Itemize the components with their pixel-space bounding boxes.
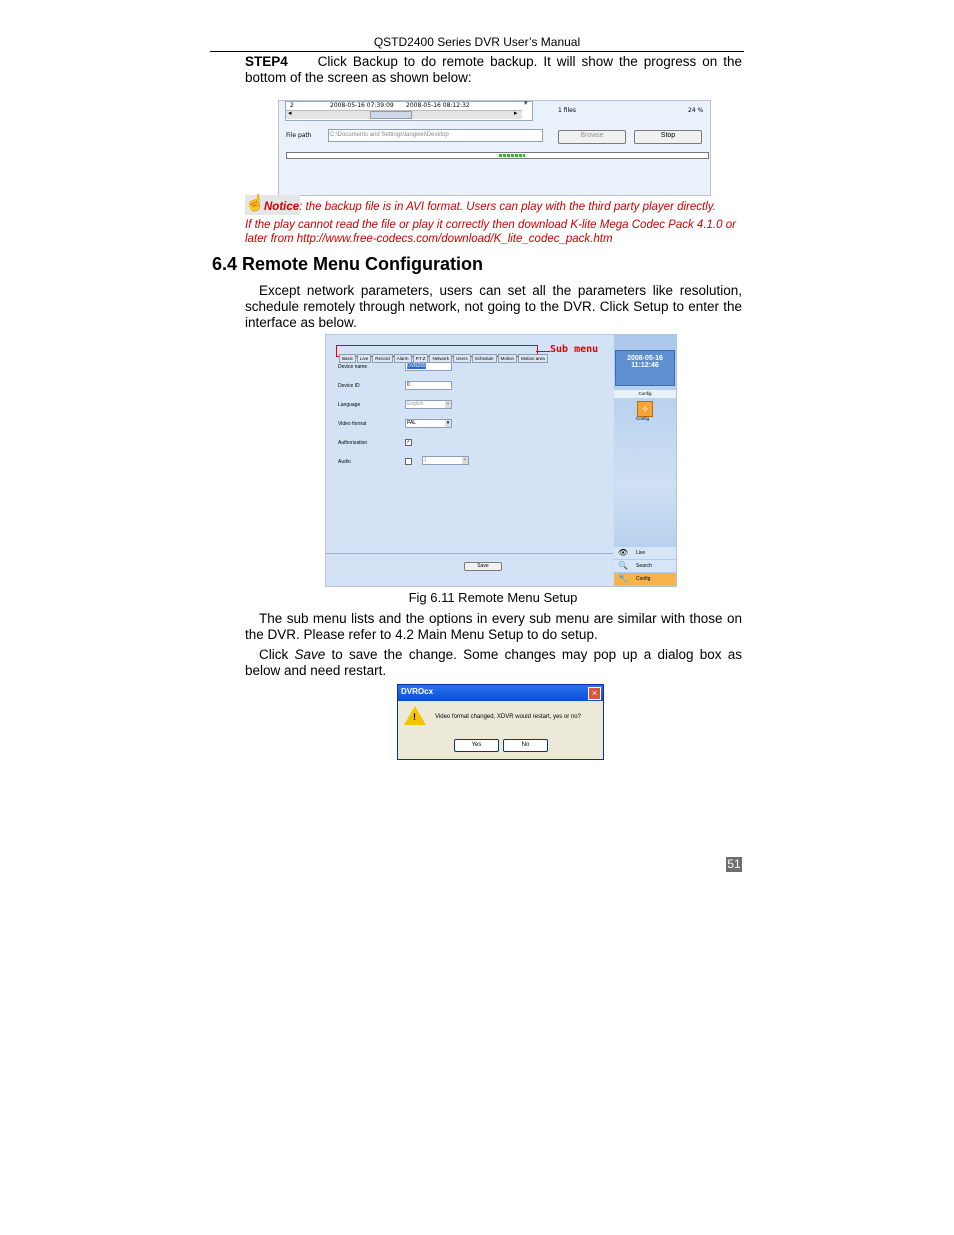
page-number: 51 — [727, 857, 741, 871]
notice-text: : the backup file is in AVI format. Users can play with the third party player directly. — [299, 201, 716, 213]
scroll-thumb[interactable] — [370, 111, 412, 119]
sub-menu-pointer-line — [536, 351, 550, 352]
dialog-titlebar — [398, 685, 603, 701]
horizontal-scrollbar[interactable] — [286, 110, 522, 119]
dropdown-arrow-icon[interactable]: ▾ — [446, 420, 450, 426]
sub-menu-highlight — [336, 345, 545, 361]
bottom-divider — [326, 553, 613, 554]
tab-users[interactable]: Users — [453, 354, 471, 363]
row-number: 2 — [290, 102, 294, 109]
figure-caption: Fig 6.11 Remote Menu Setup — [408, 590, 578, 605]
remote-setup-figure — [325, 334, 677, 587]
audio-channel-select[interactable]: 1 ▾ — [422, 456, 469, 465]
tab-live[interactable]: Live — [357, 354, 371, 363]
audio-label: Audio — [338, 459, 351, 465]
backup-progress-figure — [278, 100, 711, 196]
nav-live[interactable]: 👁 Live — [614, 547, 676, 559]
language-label: Language — [338, 402, 361, 408]
save-emphasis: Save — [294, 647, 326, 662]
authorization-checkbox[interactable]: ✓ — [406, 439, 411, 445]
language-select[interactable]: English ▾ — [405, 400, 452, 409]
notice-label: Notice — [264, 201, 300, 213]
submenu-paragraph: The sub menu lists and the options in every sub menu are similar with those on the DVR. Please refer to 4.2 Main Menu Setup to do setup. — [245, 611, 742, 642]
datetime-panel — [615, 350, 675, 386]
tab-network[interactable]: Network — [429, 354, 452, 363]
date-text: 2008-05-16 — [627, 355, 663, 362]
start-time: 2008-05-16 07:39:09 — [330, 102, 394, 109]
notice-codec-text: If the play cannot read the file or play it correctly then download K-lite Mega Codec Pack 4.1.0 or later from http://www.free-codecs.com/download/K_lite_codec_pack.htm — [245, 219, 736, 245]
device-id-label: Device ID — [338, 383, 360, 389]
setup-main-panel — [326, 335, 613, 586]
stop-button[interactable]: Stop — [634, 130, 702, 144]
pointing-hand-icon: ☝ — [245, 195, 265, 212]
wrench-icon: 🔧 — [618, 574, 628, 583]
notice-line — [264, 201, 744, 215]
warning-mark: ! — [413, 712, 416, 722]
config-gear-icon[interactable]: ✧ — [637, 401, 653, 417]
backup-progress-bar — [286, 152, 709, 159]
search-icon: 🔍 — [618, 561, 628, 570]
config-icon-label: Config — [636, 416, 650, 421]
device-name-input[interactable]: DVR265 — [405, 362, 452, 371]
step4-label: STEP4 — [245, 54, 288, 69]
eye-icon: 👁 — [618, 548, 629, 557]
dialog-message: Video format changed, XDVR would restart, yes or no? — [435, 714, 581, 720]
section-title: 6.4 Remote Menu Configuration — [212, 254, 484, 274]
restart-dialog — [397, 684, 604, 760]
intro-paragraph: Except network parameters, users can set all the parameters like resolution, schedule remotely through network, not going to the DVR. Click Setup to enter the interface as below. — [245, 283, 742, 330]
time-text: 11:12:46 — [631, 362, 659, 369]
no-button[interactable]: No — [503, 739, 548, 752]
file-path-input[interactable]: C:\Documents and Settings\langwei\Desktop — [328, 129, 543, 142]
page-header: QSTD2400 Series DVR User’s Manual — [373, 35, 581, 49]
nav-config[interactable]: 🔧 Config — [614, 573, 676, 585]
progress-fill — [499, 154, 525, 157]
end-time: 2008-05-16 08:12:32 — [406, 102, 470, 109]
device-name-label: Device name — [338, 364, 368, 370]
tab-basic[interactable]: Basic — [339, 354, 356, 363]
dropdown-arrow-icon[interactable]: ▾ — [463, 457, 467, 463]
header-rule — [210, 51, 744, 52]
device-id-input[interactable]: 0 — [405, 381, 452, 390]
video-format-select[interactable]: PAL ▾ — [405, 419, 452, 428]
progress-percent: 24 % — [688, 107, 704, 114]
tab-ptz[interactable]: P.T.Z — [413, 354, 429, 363]
video-format-label: Video format — [338, 421, 367, 427]
setup-sidebar — [614, 335, 676, 586]
audio-checkbox[interactable] — [405, 458, 412, 465]
nav-search[interactable]: 🔍 Search — [614, 560, 676, 572]
yes-button[interactable]: Yes — [454, 739, 499, 752]
scroll-down-icon[interactable]: ▾ — [524, 100, 528, 107]
file-path-label: File path — [286, 132, 312, 139]
files-count: 1 files — [558, 107, 576, 114]
tab-motion-area[interactable]: Motion area — [518, 354, 548, 363]
step4-paragraph — [245, 54, 742, 86]
tab-alarm[interactable]: Alarm — [394, 354, 412, 363]
dropdown-arrow-icon[interactable]: ▾ — [446, 401, 450, 407]
save-paragraph: Click Save to save the change. Some changes may pop up a dialog box as below and need restart. — [245, 647, 742, 678]
sub-menu-label: Sub menu — [550, 344, 599, 355]
tab-record[interactable]: Record — [372, 354, 393, 363]
browse-button[interactable]: Browse — [558, 130, 626, 144]
step4-text: Click Backup to do remote backup. It will show the progress on the bottom of the screen as shown below: — [245, 54, 742, 85]
scroll-left-icon[interactable]: ◂ — [288, 110, 292, 117]
save-button[interactable]: Save — [464, 562, 502, 571]
authorization-label: Authorization — [338, 440, 368, 446]
backup-list — [285, 101, 533, 121]
tab-schedule[interactable]: Schedule — [472, 354, 497, 363]
side-config-header: Config — [614, 390, 676, 398]
close-icon[interactable]: × — [588, 687, 601, 700]
dialog-title: DVROcx — [401, 687, 434, 696]
scroll-right-icon[interactable]: ▸ — [514, 110, 518, 117]
tab-motion[interactable]: Motion — [498, 354, 518, 363]
